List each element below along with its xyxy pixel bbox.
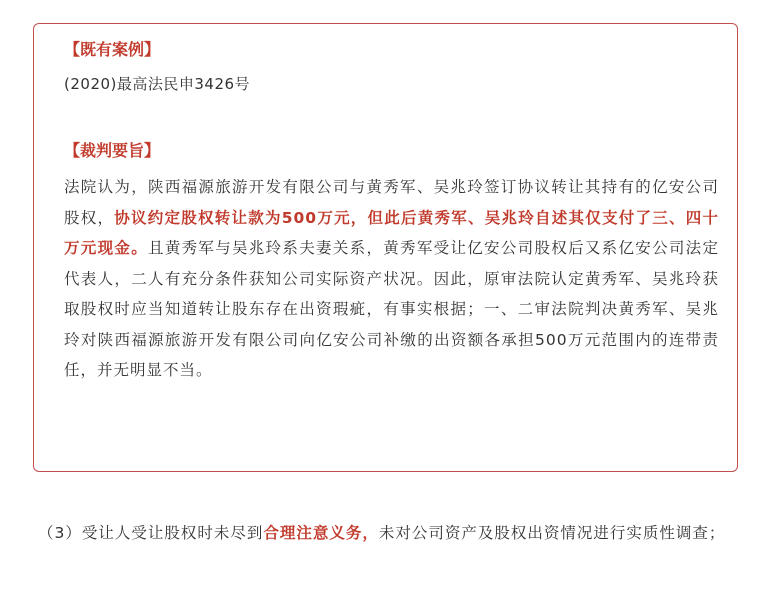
- case-box: [33, 23, 738, 472]
- existing-case-heading: 【既有案例】: [64, 40, 161, 59]
- ruling-text: [64, 172, 719, 386]
- ruling-text-part2: 且黄秀军与吴兆玲系夫妻关系，黄秀军受让亿安公司股权后又系亿安公司法定代表人，二人有充分条件获知公司实际资产状况。因此，原审法院认定黄秀军、吴兆玲获取股权时应当知道转让股东存在出资瑕疵，有事实根据；一、二审法院判决黄秀军、吴兆玲对陕西福源旅游开发有限公司向亿安公司补缴的出资额各承担500万元范围内的连带责任，并无明显不当。: [64, 239, 719, 379]
- ruling-summary-heading: 【裁判要旨】: [64, 141, 161, 160]
- case-number: (2020)最高法民申3426号: [64, 75, 251, 93]
- ruling-text-part1: 法院认为，陕西福源旅游开发有限公司与黄秀军、吴兆玲签订协议转让其持有的亿安公司股权，: [64, 178, 719, 227]
- bottom-paragraph-part1: （3）受让人受让股权时未尽到: [38, 524, 264, 542]
- bottom-paragraph: [38, 518, 743, 549]
- bottom-paragraph-part2: 未对公司资产及股权出资情况进行实质性调查；: [378, 524, 726, 542]
- ruling-highlight: 协议约定股权转让款为500万元，但此后黄秀军、吴兆玲自述其仅支付了三、四十万元现金。: [64, 208, 719, 257]
- bottom-paragraph-highlight: 合理注意义务，: [263, 524, 379, 542]
